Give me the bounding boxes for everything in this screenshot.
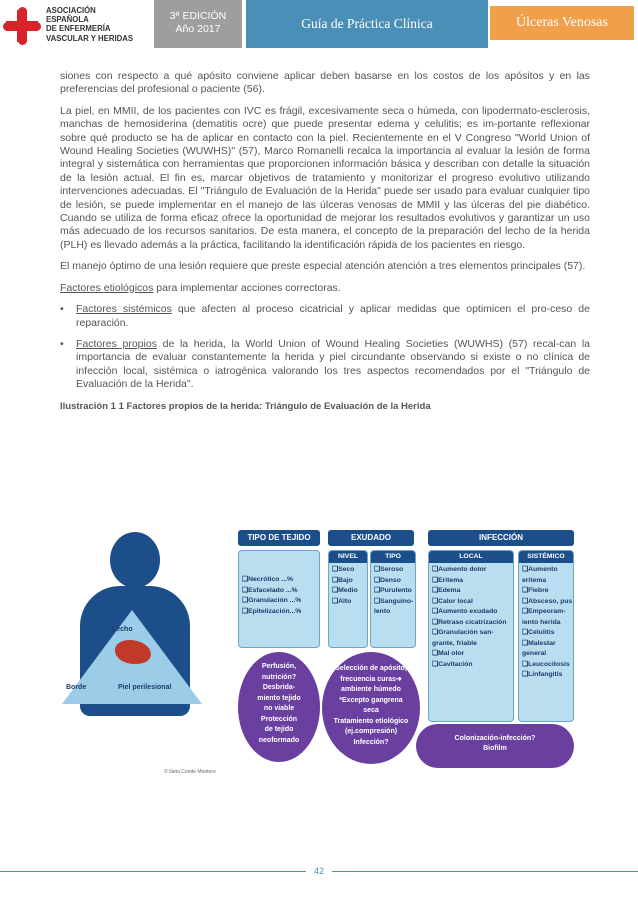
list-item: • Factores propios de la herida, la World Union of Wound Healing Societies (WUWHS) (57) recal-can la importancia de evaluar constantemente la herida y piel circundante observando si existe o no clínica de infección local, sistémica o iatrogénica valorando los tres aspectos recomendados por el "Triángulo de Evaluación de la Herida". <box>60 337 591 391</box>
body-text <box>60 70 590 413</box>
page-header <box>0 0 638 52</box>
wound-assessment-triangle-figure <box>60 522 578 782</box>
systemic-infection-box: SISTÉMICO ❑Aumento eritema ❑Fiebre ❑Absceso, pus ❑Empeoram- iento herida ❑Celulitis ❑Malestar general ❑Leucocitosis ❑Linfangitis <box>518 550 574 722</box>
type-box: TIPO ❑Seroso ❑Denso ❑Purulento ❑Sanguino- lento <box>370 550 416 648</box>
level-box: NIVEL ❑Seco ❑Bajo ❑Medio ❑Alto <box>328 550 368 648</box>
tissue-type-box: ❑Necrótico ...% ❑Esfacelado ...% ❑Granulación ...% ❑Epitelización...% <box>238 550 320 648</box>
page-number: 42 <box>306 864 332 878</box>
figure-caption: Ilustración 1 1 Factores propios de la herida: Triángulo de Evaluación de la Herida <box>60 400 431 412</box>
red-cross-icon <box>6 10 38 42</box>
paragraph: Factores etiológicos para implementar acciones correctoras. <box>60 281 341 294</box>
local-infection-box: LOCAL ❑Aumento dolor ❑Eritema ❑Edema ❑Calor local ❑Aumento exudado ❑Retraso cicatrización ❑Granulación san- grante, friable ❑Mal olor ❑Cavitación <box>428 550 514 722</box>
systemic-factors-link: Factores sistémicos <box>76 303 172 316</box>
paragraph: siones con respecto a qué apósito conviene aplicar deben basarse en los costos de los apósitos y en las preferencias del profesional o paciente (56). <box>60 70 590 96</box>
figure-copyright: © Ilaria Conde Montero <box>164 769 216 775</box>
header-infeccion: INFECCIÓN <box>428 530 574 546</box>
dressing-selection-circle: Selección de apósito, frecuencia curas➔ ambiente húmedo *Excepto gangrena seca Tratamiento etiológico (ej.compresión) Infección? <box>322 652 420 764</box>
header-exudado: EXUDADO <box>328 530 414 546</box>
topic-tab: Úlceras Venosas <box>490 6 634 40</box>
etiological-factors-link: Factores etiológicos <box>60 281 154 294</box>
wound-factors-link: Factores propios <box>76 337 157 350</box>
logo-text: ASOCIACIÓN ESPAÑOLA DE ENFERMERÍA VASCULAR Y HERIDAS <box>46 6 134 43</box>
label-borde: Borde <box>66 684 87 691</box>
paragraph: La piel, en MMII, de los pacientes con IVC es frágil, excesivamente seca o húmeda, con lipodermato-esclerosis, manchas de hemosiderina (dematitis ocre) que puede presentar edema y celulitis; es im-portante reflexionar sobre qué producto se ha de aplicar en contacto con la piel. Recientemente en el V Congreso "World Union of Wound Healing Societies (WUWHS)" (57), Marco Romanelli recalca la importancia al evaluar la lesión de forma integral y sistemática con herramientas que proporcionen información básica y describan con detalle la situación de la lesión actual. El fin es, marcar objetivos de tratamiento y monitorizar el progreso evolutivo utilizando intervenciones adecuadas. El "Triángulo de Evaluación de la Herida" puede ser usado para evaluar cualquier tipo de lesión, se puede implementar en el manejo de las úlceras venosas de MMII y las úlceras del pie diabético. Cuando se utiliza de forma eficaz ofrece la oportunidad de mejorar los resultados evolutivos y garantizar un uso más adecuado de los recursos sanitarios. De esta manera, el concepto de la preparación del lecho de la herida (PLH) es llevado además a la práctica, facilitando la identificación rápida de los pacientes en riesgo. <box>60 104 590 251</box>
association-logo <box>6 6 142 46</box>
biofilm-band: Colonización-infección? Biofilm <box>416 724 574 768</box>
perfusion-circle: Perfusión, nutrición? Desbrida- miento tejido no viable Protección de tejido neoformado <box>238 652 320 762</box>
person-head <box>110 532 160 588</box>
header-tipo-tejido: TIPO DE TEJIDO <box>238 530 320 546</box>
label-lecho: Lecho <box>112 626 133 633</box>
edition-badge: 3ª EDICIÓN Año 2017 <box>154 0 242 48</box>
guide-title: Guía de Práctica Clínica <box>246 0 488 48</box>
list-item: • Factores sistémicos que afecten al proceso cicatricial y aplicar medidas que optimicen el pro-ceso de reparación. <box>60 303 590 329</box>
paragraph: El manejo óptimo de una lesión requiere que preste especial atención atención a tres elementos principales (57). <box>60 260 586 273</box>
label-piel: Piel perilesional <box>118 684 172 691</box>
